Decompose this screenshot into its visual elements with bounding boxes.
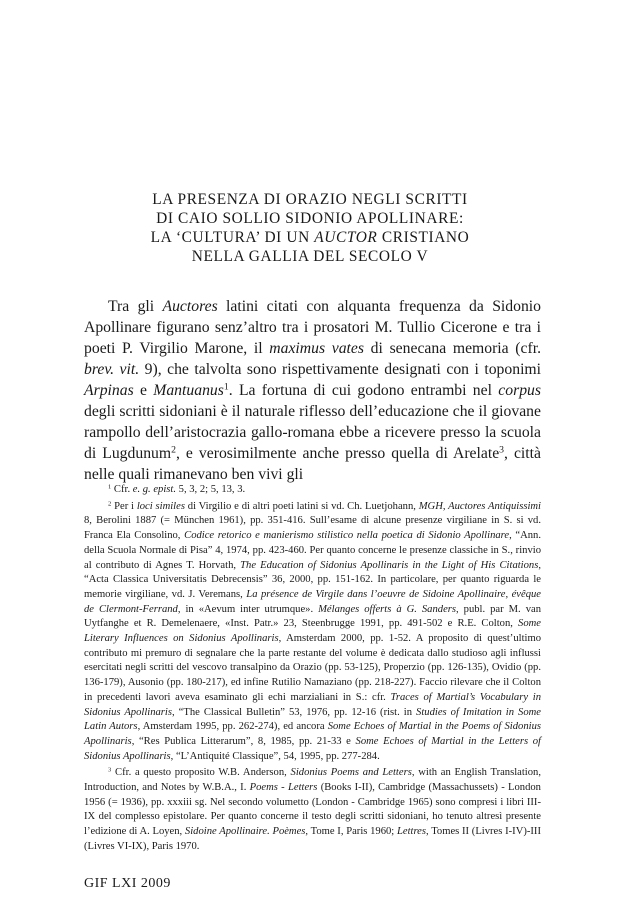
note-italic: Lettres: [396, 826, 427, 838]
body-text: , città nelle quali rimanevano ben vivi gli: [84, 445, 541, 483]
body-italic: brev. vit.: [84, 361, 140, 378]
note-text: Per i: [111, 500, 137, 512]
footnotes: [84, 483, 541, 855]
body-italic: Arpinas: [84, 382, 134, 399]
body-italic: Auctores: [162, 298, 218, 315]
note-text: Cfr. a questo proposito W.B. Anderson,: [111, 767, 291, 779]
note-text: , Tomes II (Livres I-IV)-III (Livres VI-IX), Paris 1970.: [84, 826, 541, 852]
body-text: degli scritti sidoniani è il naturale riflesso dell’educazione che il giovane rampollo dell’aristocrazia gallo-romana ebbe a ricevere presso la scuola di Lugdunum: [84, 403, 541, 462]
title-line-2: DI CAIO SOLLIO SIDONIO APOLLINARE:: [156, 210, 464, 227]
note-italic: MGH, Auctores Antiquissimi: [418, 500, 542, 512]
body-text: 9), che talvolta sono rispettivamente designati con i toponimi: [139, 361, 541, 378]
title-line-1: LA PRESENZA DI ORAZIO NEGLI SCRITTI: [152, 191, 468, 208]
note-italic: Codice retorico e manierismo stilistico nella poetica di Sidonio Apollinare: [184, 530, 510, 542]
note-text: , “Ann. della Scuola Normale di Pisa” 4, 1974, pp. 423-460. Per quanto concerne le presenze classiche in S., rinvio al contributo di Agnes T. Horvath,: [84, 530, 541, 571]
article-title: [90, 190, 530, 266]
note-italic: The Education of Sidonius Apollinaris in the Light of His Citations: [240, 559, 539, 571]
note-text: (Books I-II), Cambridge (Massachussets) - London 1956 (= 1936), pp. xxxiii sg. Nel secondo volumetto (London - Cambridge 1965) sono compresi i libri III-IX del complesso epistolare. Per quanto concerne il testo degli scritti sidoniani, ho tenuto altresì presente l’edizione di A. Loyen,: [84, 782, 541, 838]
note-text: , publ. par M. van Uytfanghe et R. Demelenaere, «Inst. Patr.» 23, Steenbrugge 1991, pp. 491-502 e R.E. Colton,: [84, 603, 541, 630]
note-text: di Virgilio e di altri poeti latini si vd. Ch. Luetjohann,: [184, 500, 419, 512]
footnote-2: [84, 500, 541, 765]
note-text: 5, 3, 2; 5, 13, 3.: [176, 484, 246, 495]
note-italic: Sidoine Apollinaire. Poèmes: [184, 826, 306, 838]
note-italic: Studies of Imitation in Some Latin Autors: [84, 706, 541, 733]
title-line-4: NELLA GALLIA DEL SECOLO V: [191, 248, 429, 265]
footnote-3: [84, 766, 541, 854]
note-text: , Amsterdam 1995, pp. 262-274), ed ancora: [137, 721, 328, 733]
body-text: latini citati con alquanta frequenza da Sidonio Apollinare figurano senz’altro tra i prosatori M. Tullio Cicerone e tra i poeti P. Virgilio Marone, il: [84, 298, 542, 357]
note-italic: Some Echoes of Martial in the Poems of Sidonius Apollinaris: [84, 721, 541, 747]
note-italic: La présence de Virgile dans l’oeuvre de Sidoine Apollinaire, évêque de Clermont-Ferrand: [84, 588, 542, 615]
body-text: Tra gli: [108, 298, 163, 315]
footnote-number: 3: [108, 766, 112, 774]
note-text: Cfr.: [111, 484, 133, 495]
footnote-number: 1: [108, 483, 112, 491]
body-text: . La fortuna di cui godono entrambi nel: [228, 382, 499, 399]
title-line-3-end: CRISTIANO: [377, 229, 470, 246]
body-italic: maximus vates: [269, 340, 364, 357]
note-italic: Poems - Letters: [249, 782, 318, 794]
note-italic: loci similes: [136, 500, 185, 512]
note-text: , Amsterdam 2000, pp. 1-52. A proposito di quest’ultimo contributo mi premuro di segnalare che la parte restante del volume è dedicata dallo studioso agli influssi esercitati negli scritti del vescovo transalpino da Orazio (pp. 53-125), Properzio (pp. 126-135), Ovidio (pp. 136-179), Ausonio (pp. 180-217), ed infine Rutilio Namaziano (pp. 218-227). Faccio rilevare che il Colton in precedenti lavori aveva esaminato gli echi marzialiani in S.: cfr.: [84, 633, 541, 703]
title-line-3-start: LA ‘CULTURA’ DI UN: [150, 229, 315, 246]
note-italic: Mélanges offerts à G. Sanders: [318, 603, 457, 615]
note-italic: e. g. epist.: [132, 484, 177, 495]
footnote-1: [84, 483, 541, 498]
body-text: e: [133, 382, 154, 399]
body-italic: Mantuanus: [153, 382, 224, 399]
footnote-ref-2[interactable]: 2: [171, 444, 176, 456]
note-text: , “L’Antiquité Classique”, 54, 1995, pp. 277-284.: [170, 750, 380, 762]
journal-footer: GIF LXI 2009: [84, 876, 171, 891]
title-line-3: [90, 228, 530, 247]
footnote-ref-1[interactable]: 1: [223, 381, 229, 393]
note-italic: Some Literary Influences on Sidonius Apollinaris: [84, 618, 541, 645]
note-text: , “The Classical Bulletin” 53, 1976, pp. 12-16 (rist. in: [172, 706, 417, 718]
note-italic: Sidonius Poems and Letters: [290, 767, 412, 779]
note-text: , with an English Translation, Introduction, and Notes by W.B.A., I.: [84, 767, 541, 794]
title-line-3-italic: AUCTOR: [314, 229, 378, 246]
note-text: , in «Aevum inter utrumque».: [177, 603, 319, 615]
footnote-number: 2: [108, 500, 112, 508]
body-italic: corpus: [498, 382, 541, 399]
note-text: , Tome I, Paris 1960;: [305, 826, 397, 838]
note-text: , “Acta Classica Universitatis Debrecensis” 36, 2000, pp. 151-162. In particolare, per quanto riguarda le memorie virgiliane, vd. J. Veremans,: [84, 559, 541, 600]
body-paragraph: [84, 296, 541, 485]
note-text: 8, Berolini 1887 (= München 1961), pp. 351-416. Sull’esame di alcune presenze virgiliane in S. si vd. Franca Ela Consolino,: [84, 515, 541, 542]
note-text: , “Res Publica Litterarum”, 8, 1985, pp. 21-33 e: [131, 735, 356, 747]
body-text: , e verosimilmente anche presso quella di Arelate: [175, 445, 500, 462]
body-text: di senecana memoria (cfr.: [364, 340, 541, 357]
note-italic: Traces of Martial’s Vocabulary in Sidonius Apollinaris: [84, 691, 542, 718]
note-italic: Some Echoes of Martial in the Letters of Sidonius Apollinaris: [84, 735, 541, 762]
footnote-ref-3[interactable]: 3: [499, 444, 505, 456]
